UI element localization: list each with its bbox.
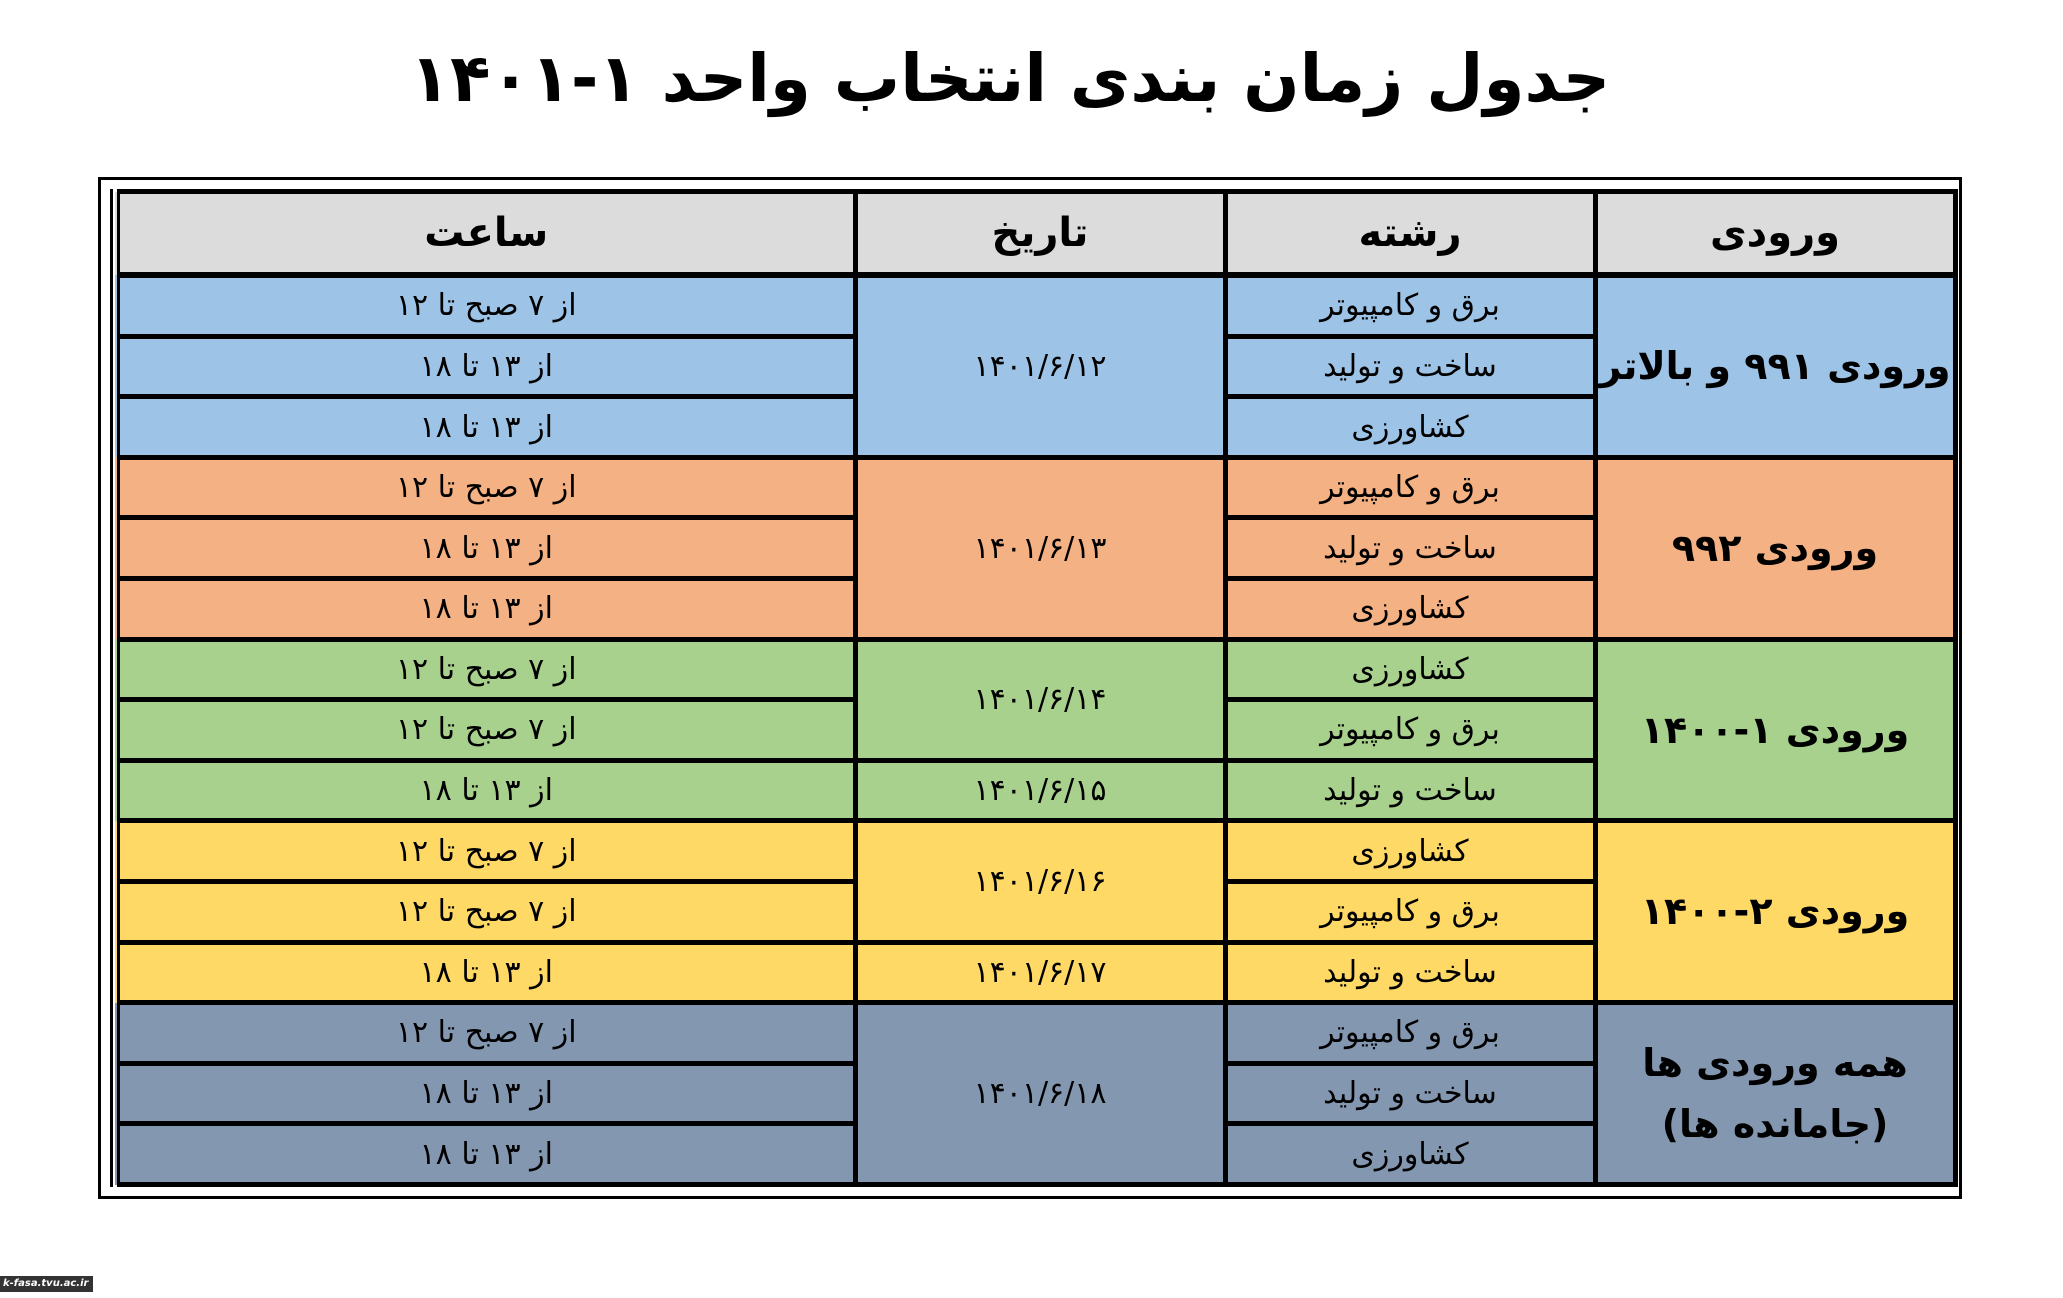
field-cell: ساخت و تولید	[1225, 760, 1595, 821]
field-cell: ساخت و تولید	[1225, 942, 1595, 1003]
time-cell: از ۱۳ تا ۱۸	[115, 578, 855, 639]
header-time: ساعت	[115, 192, 855, 276]
header-date: تاریخ	[855, 192, 1225, 276]
header-entry: ورودی	[1595, 192, 1955, 276]
time-cell: از ۱۳ تا ۱۸	[115, 518, 855, 579]
time-cell: از ۱۳ تا ۱۸	[115, 1124, 855, 1185]
time-cell: از ۷ صبح تا ۱۲	[115, 821, 855, 882]
field-cell: کشاورزی	[1225, 1124, 1595, 1185]
time-cell: از ۱۳ تا ۱۸	[115, 336, 855, 397]
field-cell: برق و کامپیوتر	[1225, 881, 1595, 942]
date-cell: ۱۴۰۱/۶/۱۷	[855, 942, 1225, 1003]
time-cell: از ۷ صبح تا ۱۲	[115, 639, 855, 700]
entry-cell: ورودی ۹۹۲	[1595, 457, 1955, 639]
entry-cell: ورودی ۲-۱۴۰۰	[1595, 821, 1955, 1003]
time-cell: از ۷ صبح تا ۱۲	[115, 457, 855, 518]
header-field: رشته	[1225, 192, 1595, 276]
entry-cell: همه ورودی ها (جامانده ها)	[1595, 1003, 1955, 1185]
date-cell: ۱۴۰۱/۶/۱۳	[855, 457, 1225, 639]
header-row	[115, 192, 1955, 276]
entry-cell: ورودی ۱-۱۴۰۰	[1595, 639, 1955, 821]
table-row	[115, 639, 1955, 700]
date-cell: ۱۴۰۱/۶/۱۸	[855, 1003, 1225, 1185]
time-cell: از ۷ صبح تا ۱۲	[115, 275, 855, 336]
time-cell: از ۱۳ تا ۱۸	[115, 397, 855, 458]
field-cell: ساخت و تولید	[1225, 336, 1595, 397]
time-cell: از ۷ صبح تا ۱۲	[115, 1003, 855, 1064]
date-cell: ۱۴۰۱/۶/۱۲	[855, 275, 1225, 457]
field-cell: کشاورزی	[1225, 821, 1595, 882]
date-cell: ۱۴۰۱/۶/۱۴	[855, 639, 1225, 760]
field-cell: ساخت و تولید	[1225, 518, 1595, 579]
time-cell: از ۷ صبح تا ۱۲	[115, 881, 855, 942]
site-watermark: k-fasa.tvu.ac.ir	[0, 1276, 93, 1292]
page-title: جدول زمان بندی انتخاب واحد ۱-۱۴۰۱	[409, 40, 1611, 117]
field-cell: کشاورزی	[1225, 578, 1595, 639]
field-cell: برق و کامپیوتر	[1225, 275, 1595, 336]
date-cell: ۱۴۰۱/۶/۱۶	[855, 821, 1225, 942]
field-cell: ساخت و تولید	[1225, 1063, 1595, 1124]
time-cell: از ۱۳ تا ۱۸	[115, 942, 855, 1003]
field-cell: کشاورزی	[1225, 639, 1595, 700]
field-cell: برق و کامپیوتر	[1225, 700, 1595, 761]
field-cell: کشاورزی	[1225, 397, 1595, 458]
date-cell: ۱۴۰۱/۶/۱۵	[855, 760, 1225, 821]
table-row	[115, 275, 1955, 336]
time-cell: از ۱۳ تا ۱۸	[115, 760, 855, 821]
field-cell: برق و کامپیوتر	[1225, 1003, 1595, 1064]
time-cell: از ۱۳ تا ۱۸	[115, 1063, 855, 1124]
time-cell: از ۷ صبح تا ۱۲	[115, 700, 855, 761]
schedule-table	[110, 189, 1958, 1187]
entry-cell: ورودی ۹۹۱ و بالاتر	[1595, 275, 1955, 457]
table-row	[115, 1003, 1955, 1064]
field-cell: برق و کامپیوتر	[1225, 457, 1595, 518]
table-row	[115, 457, 1955, 518]
table-row	[115, 821, 1955, 882]
